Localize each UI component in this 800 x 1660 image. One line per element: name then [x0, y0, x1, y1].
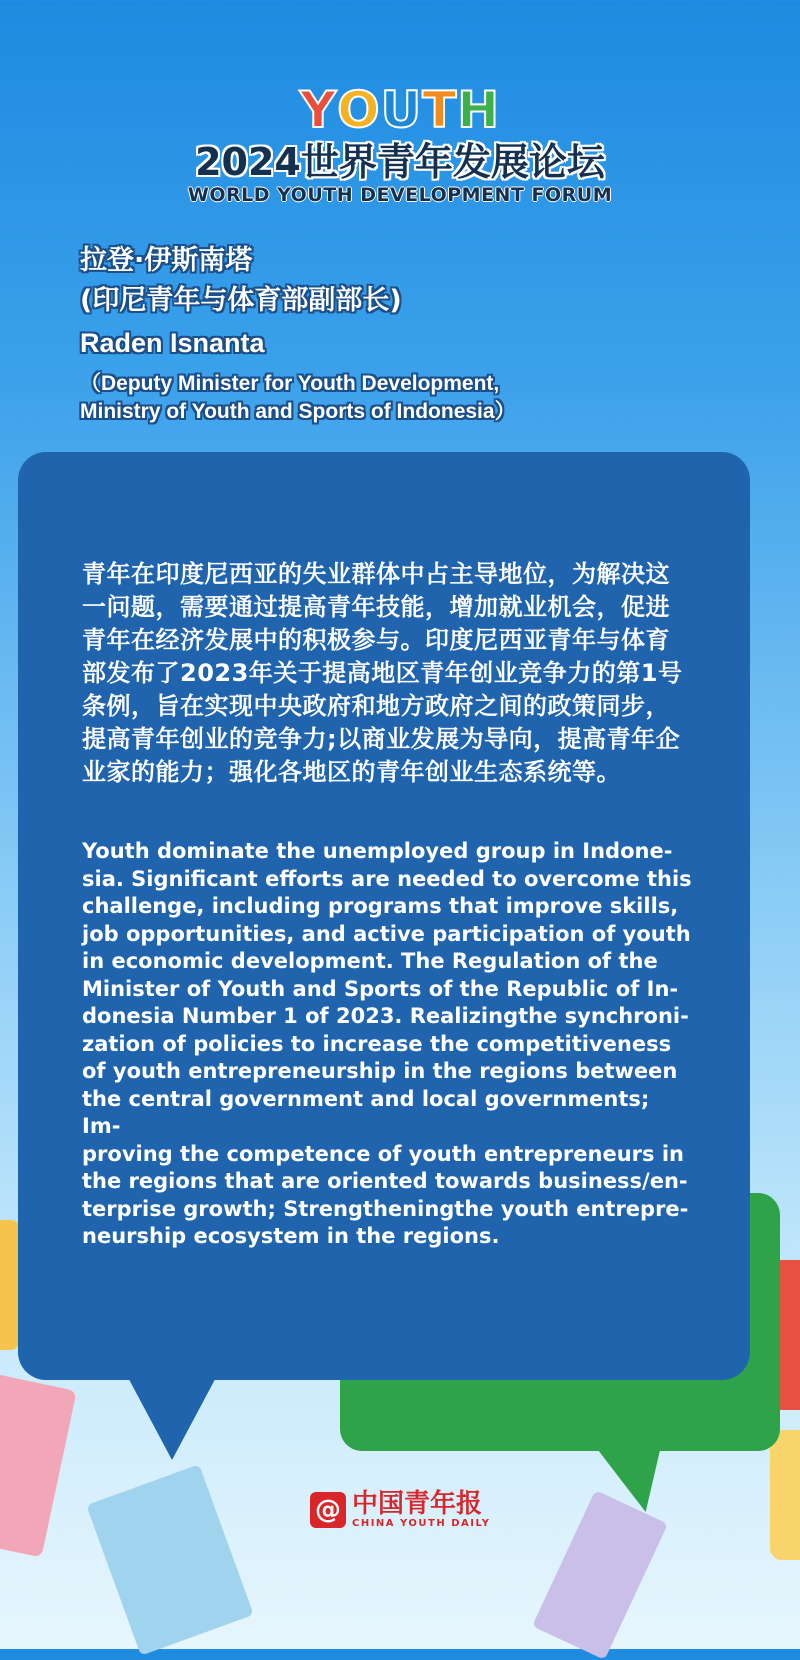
brand-at-icon: @	[310, 1492, 346, 1528]
speaker-title-cn: (印尼青年与体育部副部长)	[80, 285, 402, 316]
logo-letter-t: T	[422, 81, 458, 139]
decor-yellow-left	[0, 1220, 20, 1350]
speaker-block	[80, 242, 516, 426]
brand-name-en: CHINA YOUTH DAILY	[352, 1518, 491, 1529]
youth-logo	[0, 82, 800, 138]
china-youth-daily-logo	[310, 1490, 491, 1530]
decor-pink-left	[0, 1373, 77, 1558]
quote-text-cn: 青年在印度尼西亚的失业群体中占主导地位，为解决这一问题，需要通过提高青年技能，增加就业机会，促进青年在经济发展中的积极参与。印度尼西亚青年与体育部发布了2023年关于提高地区青年创业竞争力的第1号条例，旨在实现中央政府和地方政府之间的政策同步，提高青年创业的竞争力;以商业发展为导向，提高青年企业家的能力；强化各地区的青年创业生态系统等。	[82, 560, 683, 786]
logo-letter-y: Y	[299, 81, 338, 139]
brand-name-cn: 中国青年报	[352, 1489, 483, 1519]
speaker-name-en: Raden Isnanta	[80, 328, 265, 358]
speaker-title-en-line2: Ministry of Youth and Sports of Indonesia）	[80, 400, 516, 423]
forum-title-cn: 2024世界青年发展论坛	[195, 140, 605, 184]
forum-title-en: WORLD YOUTH DEVELOPMENT FORUM	[187, 184, 613, 206]
decor-purple-shard	[532, 1490, 668, 1660]
speaker-title-en-line1: （Deputy Minister for Youth Development,	[80, 372, 500, 395]
logo-letter-u: U	[380, 81, 423, 139]
logo-letter-o: O	[337, 81, 381, 139]
brand-text	[352, 1490, 491, 1530]
quote-text-en: Youth dominate the unemployed group in Indone- sia. Significant efforts are needed to overcome this challenge, including programs that improve skills, job opportunities, and active participation of youth in economic development. The Regulation of the Minister of Youth and Sports of the Republic of In- donesia Number 1 of 2023. Realizingthe synchroni- zation of policies to increase the competitiveness of youth entrepreneurship in the regions between the central government and local governments; Im- proving the competence of youth entrepreneurs in the regions that are oriented towards business/en- terprise growth; Strengtheningthe youth entrepre- neurship ecosystem in the regions.	[82, 839, 692, 1248]
decor-yellow-right	[770, 1430, 800, 1560]
decor-blue-shard	[86, 1464, 253, 1655]
forum-header	[0, 82, 800, 206]
speaker-name-cn: 拉登·伊斯南塔	[80, 245, 253, 276]
quote-bubble-tail	[124, 1370, 220, 1460]
logo-letter-h: H	[457, 81, 501, 139]
